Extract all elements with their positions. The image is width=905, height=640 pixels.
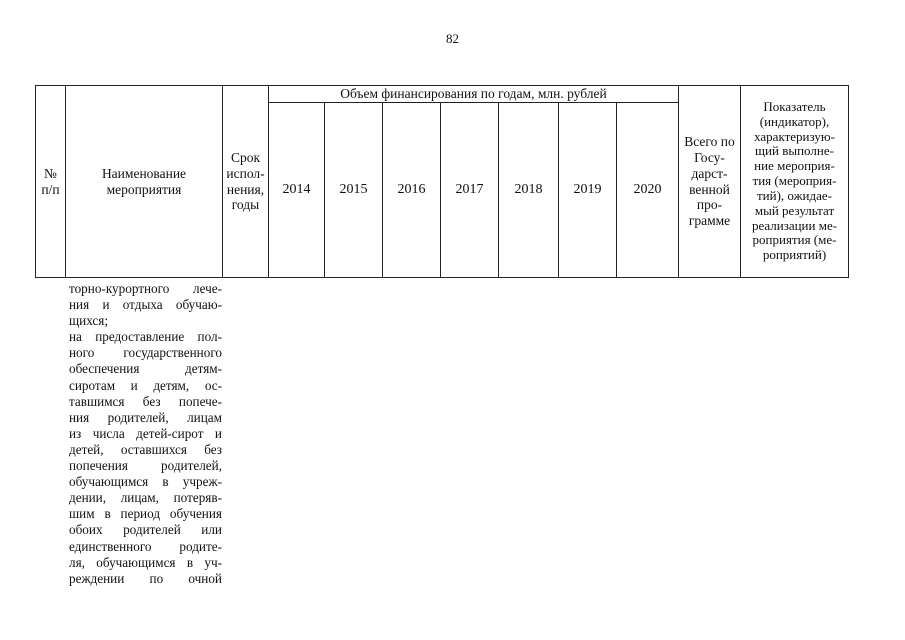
text-line: щихся; [69, 313, 109, 329]
column-divider [848, 85, 849, 278]
header-event-name: Наименование мероприятия [101, 165, 187, 197]
header-period: Срок испол- нения, годы [226, 149, 265, 213]
text-line: дении, лицам, потеряв- [69, 490, 222, 506]
text-line: ния и отдыха обучаю- [69, 297, 222, 313]
header-funding-group: Объем финансирования по годам, млн. рублей [340, 86, 607, 102]
event-description-text [69, 281, 222, 587]
text-line: обучающимся в учреж- [69, 474, 222, 490]
text-line: тавшимся без попече- [69, 393, 222, 409]
text-line: обеспечения детям- [69, 361, 222, 377]
text-line: детей, оставшихся без [69, 441, 222, 457]
header-year-2020: 2020 [633, 181, 662, 197]
header-year-2019: 2019 [573, 181, 602, 197]
text-line: попечения родителей, [69, 458, 222, 474]
text-line: ля, обучающимся в уч- [69, 554, 222, 570]
text-line: ного государственного [69, 345, 222, 361]
text-line: реждении по очной [69, 570, 222, 586]
table-header-bottom-border [35, 277, 849, 278]
header-year-2017: 2017 [455, 181, 484, 197]
text-line: шим в период обучения [69, 506, 222, 522]
header-year-2014: 2014 [282, 181, 311, 197]
text-line: из числа детей-сирот и [69, 425, 222, 441]
text-line: на предоставление пол- [69, 329, 222, 345]
header-program-total: Всего по Госу- дарст- венной про- грамме [684, 134, 735, 229]
header-year-2015: 2015 [339, 181, 368, 197]
page-number: 82 [446, 31, 459, 46]
text-line: обоих родителей или [69, 522, 222, 538]
header-year-2018: 2018 [514, 181, 543, 197]
text-line: торно-курортного лече- [69, 281, 222, 296]
text-line: ния родителей, лицам [69, 409, 222, 425]
text-line: единственного родите- [69, 538, 222, 554]
header-indicator: Показатель (индикатор), характеризую- щий выполне- ние мероприя- тия (мероприя- тий), ожидае- мый результат реализации ме- роприятия (ме- роприятий) [751, 99, 838, 263]
header-year-2016: 2016 [397, 181, 426, 197]
text-line: сиротам и детям, ос- [69, 377, 222, 393]
header-number: № п/п [41, 165, 60, 197]
